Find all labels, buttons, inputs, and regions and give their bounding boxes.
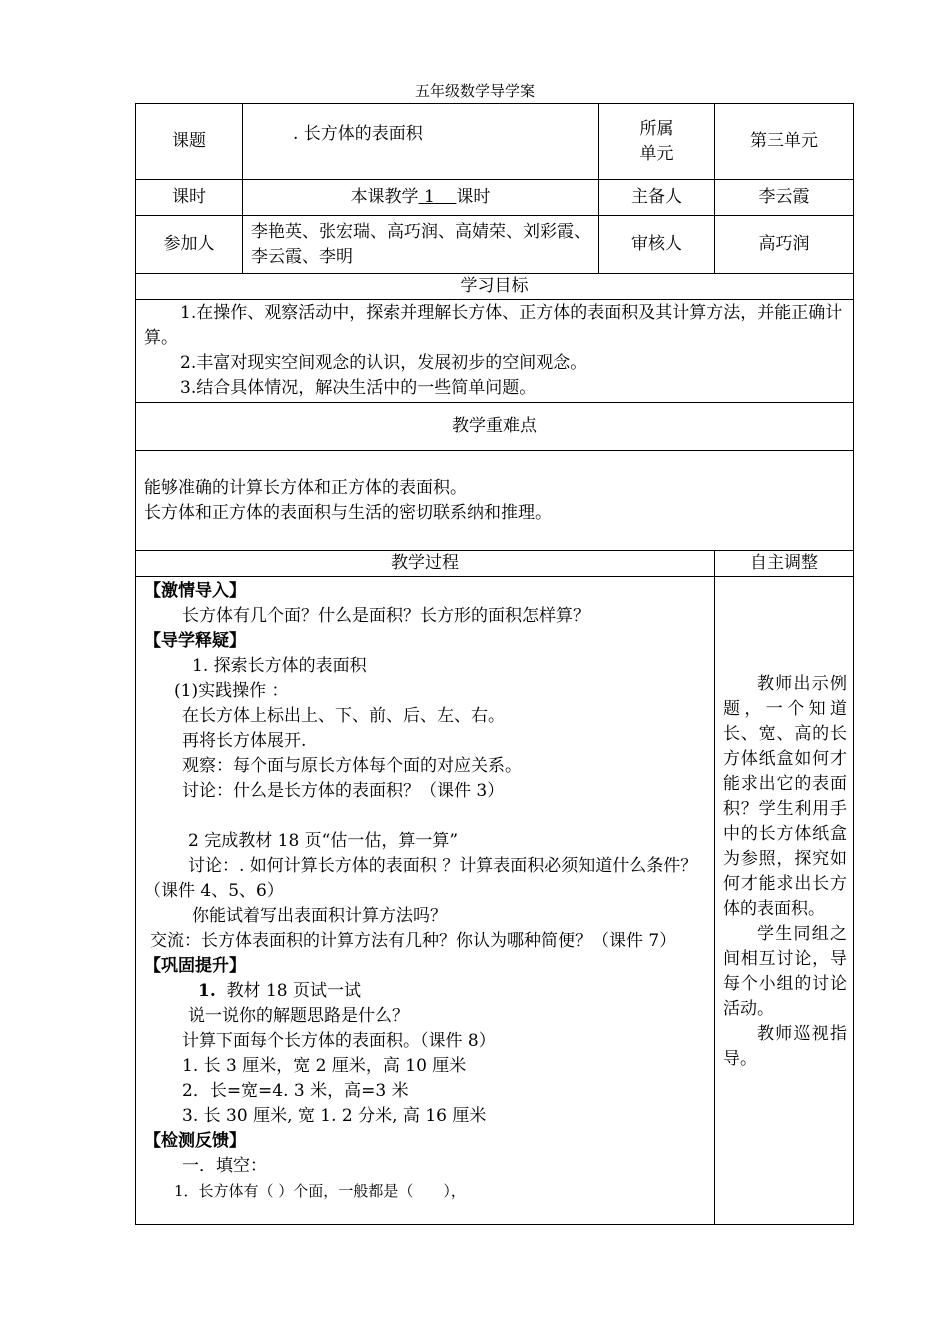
- period-prefix: 本课教学: [350, 187, 419, 207]
- topic-value: . 长方体的表面积: [243, 104, 599, 180]
- section-heading: 【巩固提升】: [144, 955, 246, 976]
- process-line: 2 完成教材 18 页“估一估，算一算”: [188, 830, 459, 851]
- process-line: 在长方体上标出上、下、前、后、左、右。: [182, 706, 505, 726]
- adjustment-title: 自主调整: [715, 551, 854, 577]
- process-line: (1)实践操作 ：: [174, 681, 289, 701]
- process-line: 你能试着写出表面积计算方法吗？: [192, 905, 447, 926]
- blank-line: [144, 804, 708, 829]
- unit-label-line2: 单元: [639, 143, 674, 164]
- process-line: 再将长方体展开.: [182, 731, 307, 751]
- side-note: 学生同组之间相互讨论，导每个小组的讨论活动。: [723, 924, 847, 1019]
- document-title: 五年级数学导学案: [414, 82, 535, 100]
- reviewer-label: 审核人: [599, 216, 715, 274]
- process-line: 讨论：. 如何计算长方体的表面积 ？计算表面积必须知道什么条件？（课件 4、5、6）: [144, 855, 698, 901]
- key-points-title: 教学重难点: [136, 403, 854, 451]
- objective-item: 3.结合具体情况，解决生活中的一些简单问题。: [180, 378, 537, 398]
- process-line: 1．长方体有（ ）个面，一般都是（ ），: [174, 1181, 466, 1200]
- section-heading: 【激情导入】: [144, 581, 246, 601]
- key-point-item: 长方体和正方体的表面积与生活的密切联系纳和推理。: [144, 502, 552, 523]
- process-line: 长方体有几个面？什么是面积？长方形的面积怎样算？: [182, 606, 590, 626]
- process-line: 交流：长方体表面积的计算方法有几种？你认为哪种简便？（课件 7）: [150, 930, 677, 951]
- unit-label: [599, 104, 715, 180]
- objective-item: 1.在操作、观察活动中，探索并理解长方体、正方体的表面积及其计算方法，并能正确计算。: [144, 303, 843, 348]
- objective-item: 2.丰富对现实空间观念的认识，发展初步的空间观念。: [180, 353, 588, 373]
- period-suffix: 课时: [456, 187, 491, 207]
- unit-label-line1: 所属: [639, 118, 674, 139]
- topic-label: 课题: [136, 104, 243, 180]
- process-line: 1. 长 3 厘米，宽 2 厘米，高 10 厘米: [182, 1055, 467, 1076]
- unit-value: 第三单元: [715, 104, 854, 180]
- preparer-label: 主备人: [599, 180, 715, 216]
- reviewer-value: 高巧润: [715, 216, 854, 274]
- section-heading: 【检测反馈】: [144, 1130, 246, 1151]
- side-note: 教师出示例题，一个知道长、宽、高的长方体纸盒如何才能求出它的表面积？学生利用手中的长方体纸盒为参照，探究如何才能求出长方体的表面积。: [723, 674, 847, 919]
- adjustment-notes: [715, 577, 854, 1225]
- process-line: 一．填空：: [182, 1155, 267, 1176]
- process-line: 计算下面每个长方体的表面积。（课件 8）: [182, 1030, 496, 1051]
- objectives-body: [136, 300, 854, 403]
- lesson-plan-table: [135, 103, 854, 1225]
- process-line: 1. 探索长方体的表面积: [192, 656, 367, 676]
- participants-value: 李艳英、张宏瑞、高巧润、高婧荣、刘彩霞、李云霞、李明: [243, 216, 599, 274]
- key-points-body: [136, 451, 854, 551]
- process-line: 说一说你的解题思路是什么？: [188, 1005, 409, 1026]
- objectives-title: 学习目标: [136, 274, 854, 300]
- process-line: 3. 长 30 厘米, 宽 1. 2 分米, 高 16 厘米: [182, 1105, 487, 1126]
- participants-label: 参加人: [136, 216, 243, 274]
- preparer-value: 李云霞: [715, 180, 854, 216]
- process-line: 2．长=宽=4. 3 米，高=3 米: [182, 1080, 409, 1101]
- process-line: 观察：每个面与原长方体每个面的对应关系。: [182, 756, 522, 776]
- side-note: 教师巡视指导。: [723, 1024, 847, 1069]
- process-line: 讨论：什么是长方体的表面积？（课件 3）: [182, 781, 505, 801]
- process-line: 1. 教材 18 页试一试: [198, 980, 362, 1001]
- key-point-item: 能够准确的计算长方体和正方体的表面积。: [144, 477, 467, 498]
- process-body: [136, 577, 715, 1225]
- period-value: [243, 180, 599, 216]
- period-label: 课时: [136, 180, 243, 216]
- process-title: 教学过程: [136, 551, 715, 577]
- period-number: 1: [423, 187, 435, 207]
- section-heading: 【导学释疑】: [144, 631, 246, 651]
